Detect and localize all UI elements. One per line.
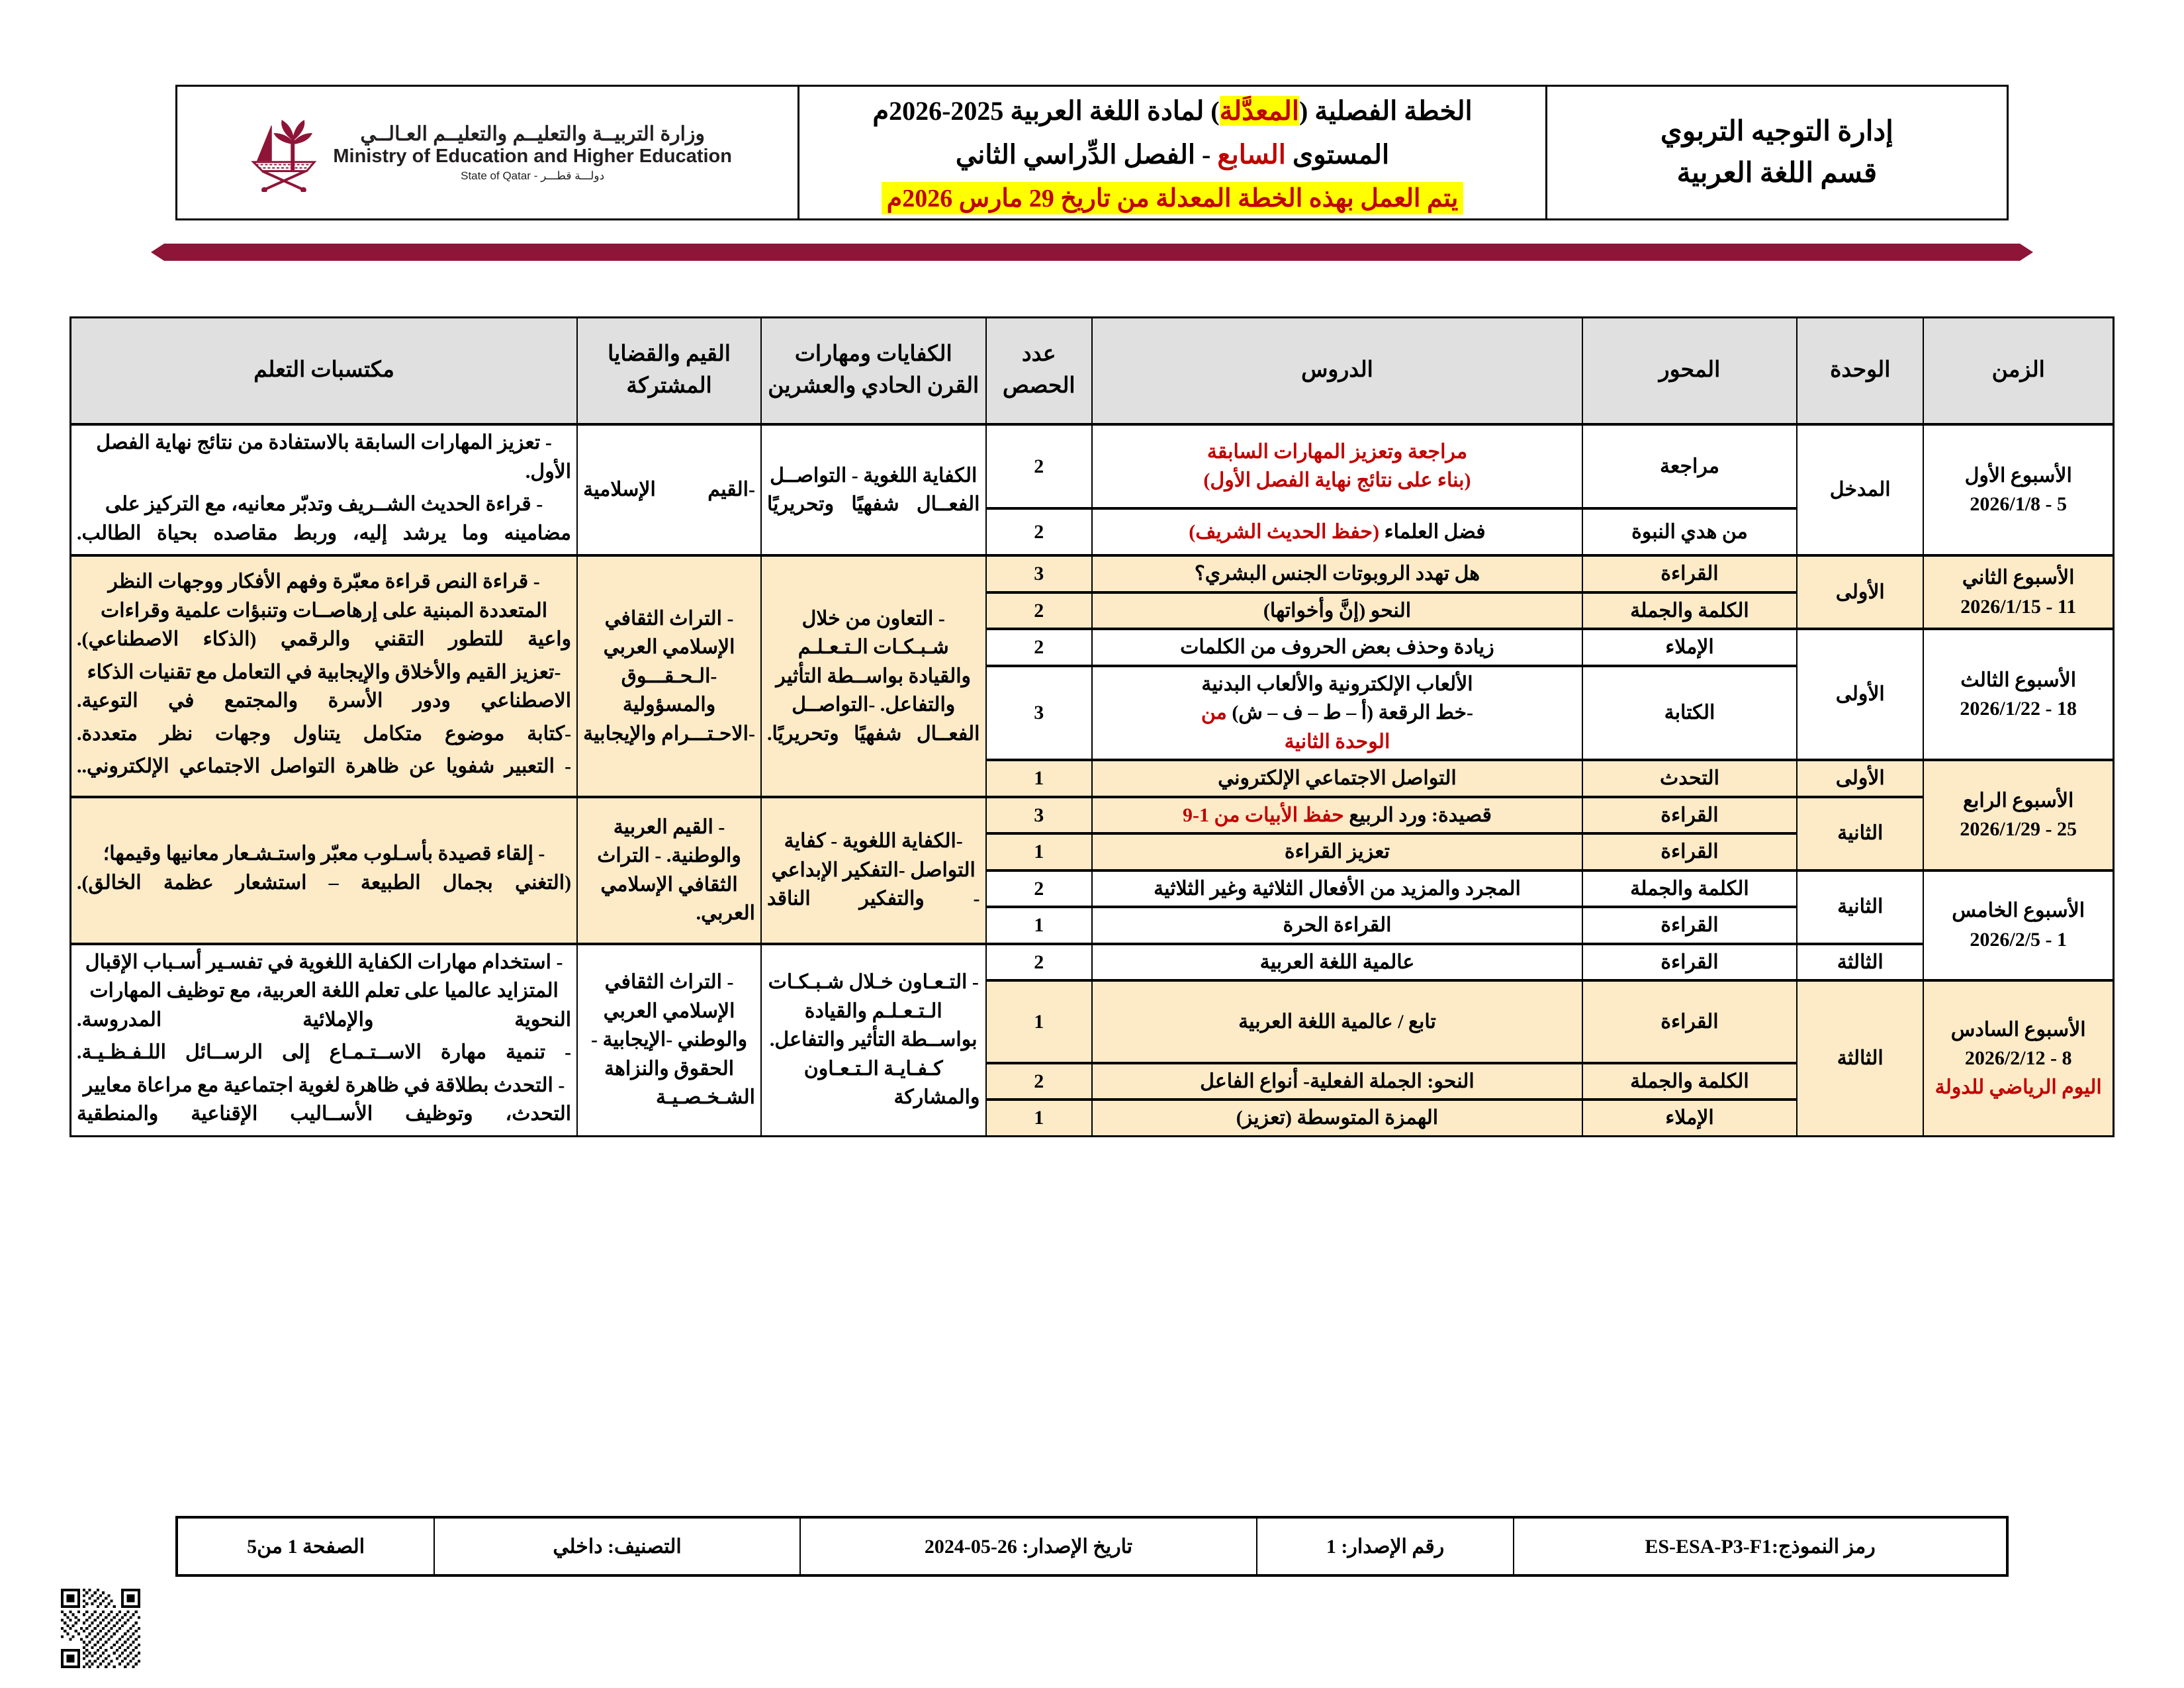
periods-cell-11: 1	[986, 907, 1093, 944]
table-row	[71, 555, 2114, 592]
axis-cell-4: الكلمة والجملة	[1582, 592, 1797, 630]
title-prefix: الخطة الفصلية (	[1298, 96, 1473, 126]
lesson-title-2a: فضل العلماء	[1379, 520, 1486, 543]
periods-cell-5: 2	[986, 629, 1093, 666]
week-cell-3	[1923, 629, 2113, 760]
lesson-cell-4: النحو (إنَّ وأخواتها)	[1092, 592, 1582, 630]
plan-subtitle	[806, 134, 1538, 175]
axis-cell-3: القراءة	[1582, 555, 1797, 592]
axis-cell-7: التحدث	[1582, 760, 1797, 797]
lesson-cell-7: التواصل الاجتماعي الإلكتروني	[1092, 760, 1582, 797]
semester-plan-table	[69, 316, 2115, 1137]
ministry-name-english: Ministry of Education and Higher Education	[333, 146, 732, 167]
periods-cell-14: 2	[986, 1063, 1093, 1100]
lesson-cell-12: عالمية اللغة العربية	[1092, 944, 1582, 981]
outcome-4b: - تنمية مهارة الاســتـمـاع إلى الرســائل اللـفـظـيـة.	[77, 1041, 572, 1063]
ministry-state-label: دولـــة قطـــر - State of Qatar	[461, 169, 605, 182]
qatar-emblem-icon	[243, 114, 321, 192]
lesson-8-black: قصيدة: ورد الربيع	[1343, 804, 1492, 826]
table-row	[71, 424, 2114, 508]
header-logo-cell	[177, 86, 799, 220]
axis-cell-8: القراءة	[1582, 797, 1797, 834]
column-header-axis: المحور	[1582, 318, 1797, 425]
axis-cell-6: الكتابة	[1582, 666, 1797, 761]
column-header-unit: الوحدة	[1797, 318, 1923, 425]
values-cell-4: - التراث الثقافي الإسلامي العربي والوطني -الإيجابية - الحقوق والنزاهة الشـخـصـيـة	[577, 944, 761, 1137]
outcome-2a: - قراءة النص قراءة معبّرة وفهم الأفكار ووجهات النظر المتعددة المبنية على إرهاصــات وتنبؤات علمية وقراءات واعية للتطور التقني والرقمي (الذكاء الاصطناعي).	[77, 571, 572, 650]
table-row	[71, 797, 2114, 834]
unit-cell-8: الثانية	[1797, 797, 1923, 870]
outcome-2c: -كتابة موضوع متكامل يتناول وجهات نظر متعددة.	[77, 722, 572, 745]
week-name-3: الأسبوع الثالث	[1960, 669, 2077, 691]
lesson-cell-15: الهمزة المتوسطة (تعزيز)	[1092, 1100, 1582, 1136]
week-dates-1: 5 - 2026/1/8	[1970, 493, 2068, 515]
unit-cell-1: المدخل	[1797, 424, 1923, 555]
periods-cell-10: 2	[986, 870, 1093, 908]
table-header-row	[71, 318, 2114, 425]
document-footer	[175, 1516, 2009, 1577]
week-cell-5	[1923, 870, 2113, 981]
periods-cell-2: 2	[986, 508, 1093, 555]
competencies-cell-2: - التعاون من خلال شـبـكـات الـتـعـلـم والقيادة بواســطة التأثير والتفاعل. -التواصــل الفعــال شفهيًا وتحريريًا.	[761, 555, 986, 797]
grade-level: السابع	[1217, 140, 1286, 169]
outcome-1a: - تعزيز المهارات السابقة بالاستفادة من نتائج نهاية الفصل الأول.	[96, 432, 572, 483]
column-header-outcomes: مكتسبات التعلم	[71, 318, 578, 425]
outcomes-cell-3	[71, 797, 578, 944]
header-title-cell	[799, 86, 1546, 220]
header-department-cell	[1546, 86, 2007, 220]
lesson-cell-6	[1092, 666, 1582, 761]
lesson-cell-8	[1092, 797, 1582, 834]
effective-date-note: يتم العمل بهذه الخطة المعدلة من تاريخ 29 مارس 2026م	[882, 182, 1464, 214]
unit-cell-10: الثانية	[1797, 870, 1923, 944]
week-name-2: الأسبوع الثاني	[1962, 567, 2075, 588]
lesson-8-red: حفظ الأبيات من 1-9	[1182, 804, 1344, 826]
competencies-cell-4: - التـعـاون خـلال شـبـكـات الـتـعـلـم والقيادة بواســطة التأثير والتفاعل. كـفـايـة الـتـعـاون والمشاركة	[761, 944, 986, 1137]
lesson-title-2b: (حفظ الحديث الشريف)	[1189, 520, 1380, 543]
week-name-1: الأسبوع الأول	[1964, 464, 2072, 487]
qr-code-icon	[61, 1589, 140, 1668]
outcomes-cell-4	[71, 944, 578, 1137]
footer-classification: التصنيف: داخلي	[434, 1517, 800, 1575]
lesson-cell-2	[1092, 508, 1582, 555]
lesson-cell-11: القراءة الحرة	[1092, 907, 1582, 944]
periods-cell-9: 1	[986, 833, 1093, 870]
outcome-3a: - إلقاء قصيدة بأسـلوب معبّر واستـشـعار معانيها وقيمها؛ (التغني بجمال الطبيعة – استشعار عظمة الخالق).	[77, 843, 572, 894]
unit-cell-7: الأولى	[1797, 760, 1923, 797]
unit-cell-3: الأولى	[1797, 555, 1923, 629]
document-header	[175, 85, 2009, 220]
week-cell-2	[1923, 555, 2113, 629]
values-cell-2: - التراث الثقافي الإسلامي العربي -الـحـقـــوق والمسؤولية -الاحـتـــرام والإيجابية	[577, 555, 761, 797]
lesson-6b-red: من	[1201, 702, 1227, 724]
values-cell-3: - القيم العربية والوطنية. - التراث الثقافي الإسلامي العربي.	[577, 797, 761, 944]
subtitle-suffix: - الفصل الدِّراسي الثاني	[955, 140, 1218, 169]
periods-cell-13: 1	[986, 980, 1093, 1063]
lesson-cell-14: النحو: الجملة الفعلية- أنواع الفاعل	[1092, 1063, 1582, 1100]
axis-cell-1: مراجعة	[1582, 424, 1797, 508]
axis-cell-15: الإملاء	[1582, 1100, 1797, 1136]
lesson-cell-13: تابع / عالمية اللغة العربية	[1092, 980, 1582, 1063]
footer-page-number: الصفحة 1 من5	[177, 1517, 434, 1575]
plan-title	[806, 91, 1538, 132]
footer-issue-date: تاريخ الإصدار: 26-05-2024	[800, 1517, 1257, 1575]
axis-cell-14: الكلمة والجملة	[1582, 1063, 1797, 1100]
unit-cell-12: الثالثة	[1797, 944, 1923, 981]
outcome-2b: -تعزيز القيم والأخلاق والإيجابية في التعامل مع تقنيات الذكاء الاصطناعي ودور الأسرة والمجتمع في التوعية.	[77, 661, 572, 712]
periods-cell-15: 1	[986, 1100, 1093, 1136]
week-name-4: الأسبوع الرابع	[1963, 789, 2074, 812]
department-line-2: قسم اللغة العربية	[1676, 158, 1878, 189]
axis-cell-10: الكلمة والجملة	[1582, 870, 1797, 908]
week-dates-4: 25 - 2026/1/29	[1960, 818, 2077, 841]
column-header-values: القيم والقضايا المشتركة	[577, 318, 761, 425]
axis-cell-13: القراءة	[1582, 980, 1797, 1063]
lesson-title-1b: (بناء على نتائج نهاية الفصل الأول)	[1203, 469, 1471, 492]
week-dates-5: 1 - 2026/2/5	[1970, 928, 2068, 951]
column-header-competencies: الكفايات ومهارات القرن الحادي والعشرين	[761, 318, 986, 425]
title-suffix: ) لمادة اللغة العربية 2025-2026م	[872, 96, 1220, 126]
department-line-1: إدارة التوجيه التربوي	[1660, 116, 1893, 147]
periods-cell-12: 2	[986, 944, 1093, 981]
week-note-6: اليوم الرياضي للدولة	[1934, 1076, 2102, 1098]
table-row	[71, 944, 2114, 981]
outcome-1b: - قراءة الحديث الشــريف وتدبّر معانيه، مع التركيز على مضامينه وما يرشد إليه، وربط مقاصده بحياة الطالب.	[77, 493, 572, 544]
periods-cell-1: 2	[986, 424, 1093, 508]
week-cell-1	[1923, 424, 2113, 555]
lesson-6b-black: -خط الرقعة (أ – ط – ف – ش)	[1226, 702, 1474, 724]
outcome-4a: - استخدام مهارات الكفاية اللغوية في تفسـير أسـباب الإقبال المتزايد عالميا على تعلم اللغة العربية، مع توظيف المهارات النحوية والإملائية المدروسة.	[77, 951, 572, 1031]
header-table	[175, 85, 2009, 220]
outcome-2d: - التعبير شفويا عن ظاهرة التواصل الاجتماعي الإلكتروني..	[77, 755, 572, 777]
plan-table-wrapper	[69, 316, 2115, 1137]
decorative-divider	[151, 244, 2033, 261]
unit-cell-13: الثالثة	[1797, 980, 1923, 1136]
periods-cell-6: 3	[986, 666, 1093, 761]
column-header-periods: عدد الحصص	[986, 318, 1093, 425]
axis-cell-12: القراءة	[1582, 944, 1797, 981]
week-name-5: الأسبوع الخامس	[1952, 900, 2085, 922]
periods-cell-4: 2	[986, 592, 1093, 630]
week-dates-3: 18 - 2026/1/22	[1960, 698, 2077, 720]
periods-cell-7: 1	[986, 760, 1093, 797]
ministry-logo	[184, 114, 791, 192]
week-dates-6: 8 - 2026/2/12	[1964, 1047, 2072, 1069]
axis-cell-2: من هدي النبوة	[1582, 508, 1797, 555]
lesson-title-1a: مراجعة وتعزيز المهارات السابقة	[1206, 440, 1468, 463]
axis-cell-9: القراءة	[1582, 833, 1797, 870]
lesson-cell-9: تعزيز القراءة	[1092, 833, 1582, 870]
lesson-title-6c: الوحدة الثانية	[1284, 730, 1390, 753]
column-header-time: الزمن	[1923, 318, 2113, 425]
footer-table	[175, 1516, 2009, 1577]
periods-cell-3: 3	[986, 555, 1093, 592]
lesson-cell-1	[1092, 424, 1582, 508]
footer-revision-number: رقم الإصدار: 1	[1257, 1517, 1514, 1575]
periods-cell-8: 3	[986, 797, 1093, 834]
competencies-cell-1: الكفاية اللغوية - التواصــل الفعــال شفهيًا وتحريريًا	[761, 424, 986, 555]
unit-cell-5: الأولى	[1797, 629, 1923, 760]
title-highlight: المعدَّلة	[1219, 96, 1299, 126]
outcomes-cell-2	[71, 555, 578, 797]
values-cell-1: -القيم الإسلامية	[577, 424, 761, 555]
ministry-name-arabic: وزارة التربيــة والتعليــم والتعليــم العـالــي	[360, 122, 705, 145]
ministry-logo-text	[333, 123, 732, 182]
week-dates-2: 11 - 2026/1/15	[1960, 595, 2077, 618]
footer-form-code: رمز النموذج:ES-ESA-P3-F1	[1514, 1517, 2007, 1575]
lesson-cell-10: المجرد والمزيد من الأفعال الثلاثية وغير الثلاثية	[1092, 870, 1582, 908]
competencies-cell-3: -الكفاية اللغوية - كفاية التواصل -التفكير الإبداعي - والتفكير الناقد	[761, 797, 986, 944]
outcome-4c: - التحدث بطلاقة في ظاهرة لغوية اجتماعية مع مراعاة معايير التحدث، وتوظيف الأســاليب الإقناعية والمنطقية	[77, 1074, 572, 1125]
week-name-6: الأسبوع السادس	[1950, 1018, 2086, 1041]
week-cell-6	[1923, 980, 2113, 1136]
subtitle-prefix: المستوى	[1285, 140, 1390, 169]
axis-cell-11: القراءة	[1582, 907, 1797, 944]
lesson-title-6a: الألعاب الإلكترونية والألعاب البدنية	[1201, 673, 1473, 695]
lesson-cell-3: هل تهدد الروبوتات الجنس البشري؟	[1092, 555, 1582, 592]
axis-cell-5: الإملاء	[1582, 629, 1797, 666]
outcomes-cell-1	[71, 424, 578, 555]
column-header-lessons: الدروس	[1092, 318, 1582, 425]
lesson-cell-5: زيادة وحذف بعض الحروف من الكلمات	[1092, 629, 1582, 666]
lesson-title-6b	[1098, 698, 1576, 727]
week-cell-4	[1923, 760, 2113, 870]
